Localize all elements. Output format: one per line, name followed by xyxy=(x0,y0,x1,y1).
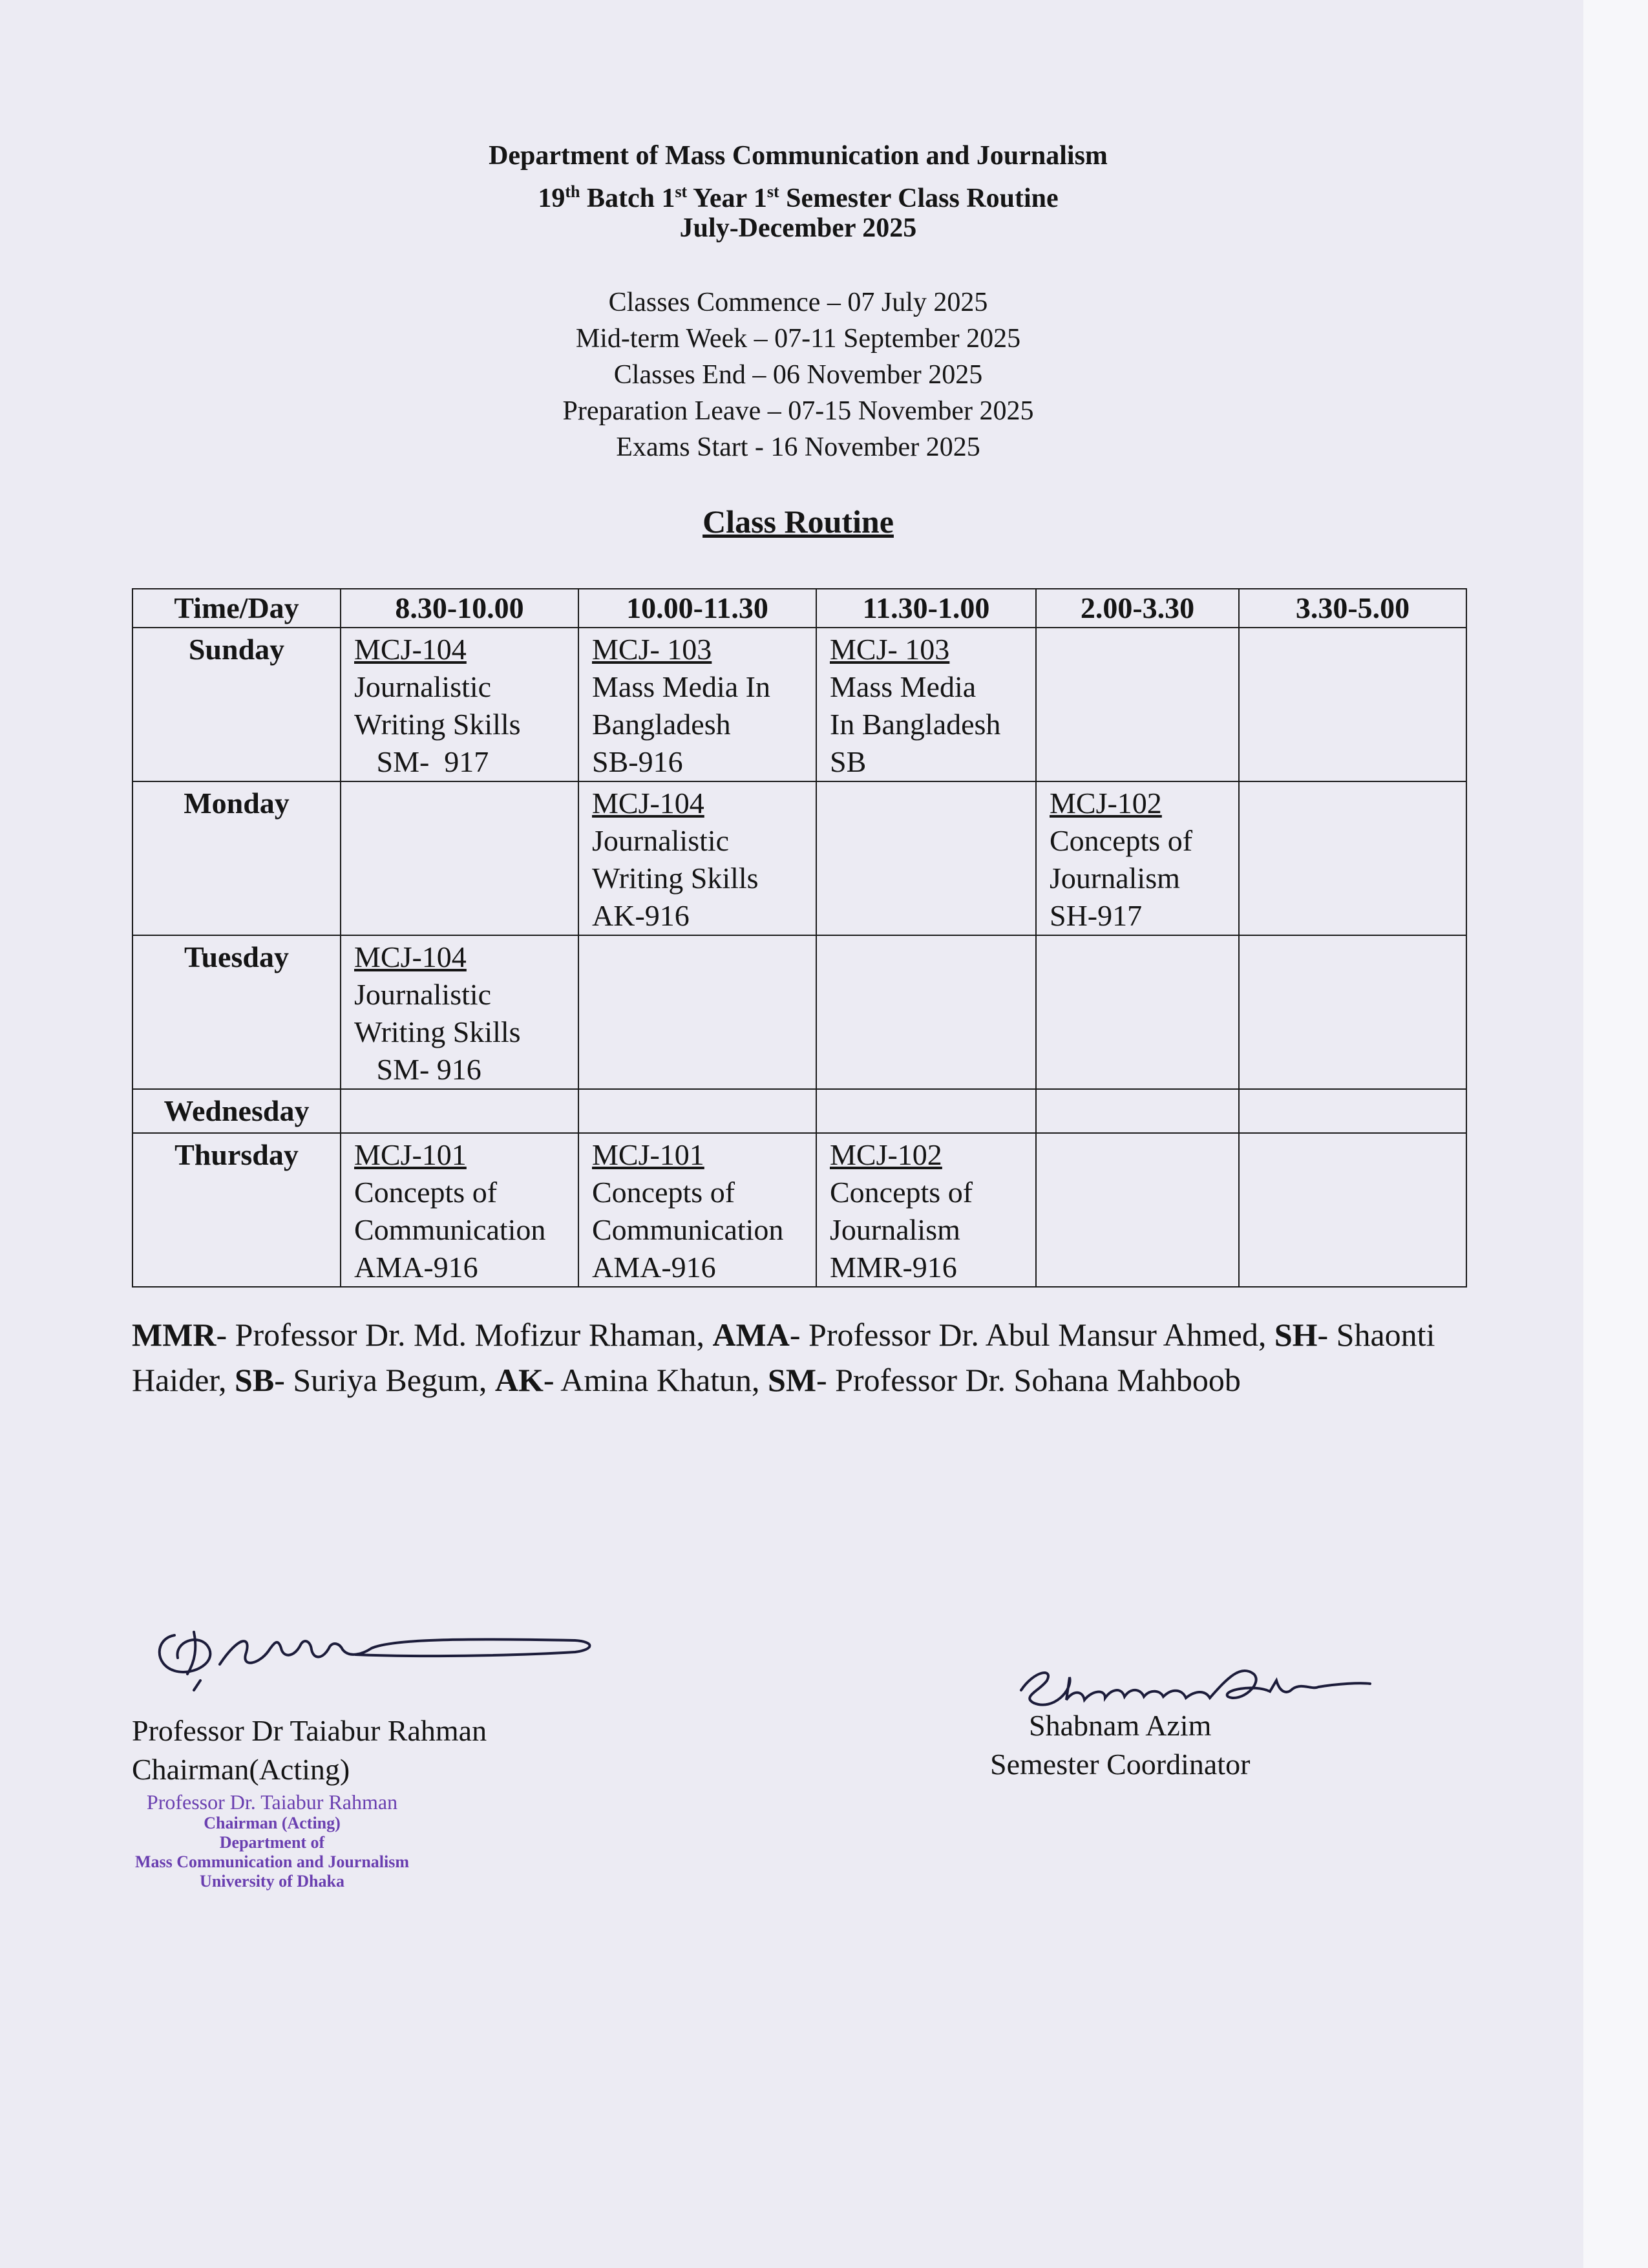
coordinator-signatory xyxy=(990,1706,1250,1784)
legend-abbr: SM xyxy=(768,1362,817,1398)
table-row xyxy=(132,935,1466,1089)
table-row xyxy=(132,1133,1466,1287)
legend-name: - Shaonti Haider, xyxy=(132,1317,1435,1398)
course-detail: Writing Skills xyxy=(354,708,521,741)
legend-abbr: SB xyxy=(235,1362,275,1398)
course-detail: SH-917 xyxy=(1050,899,1143,932)
legend-name: - Suriya Begum, xyxy=(274,1362,495,1398)
course-code: MCJ-104 xyxy=(354,633,467,666)
day-cell: Thursday xyxy=(132,1133,341,1287)
class-cell xyxy=(341,1089,578,1133)
term-title: July-December 2025 xyxy=(679,213,917,243)
class-cell xyxy=(578,628,816,781)
class-cell xyxy=(1239,628,1466,781)
course-code: MCJ-104 xyxy=(354,940,467,973)
class-cell xyxy=(1036,1089,1239,1133)
academic-dates xyxy=(0,284,1596,465)
day-cell: Sunday xyxy=(132,628,341,781)
class-cell xyxy=(341,628,578,781)
class-cell xyxy=(578,1089,816,1133)
course-detail: SM- 916 xyxy=(354,1053,481,1086)
class-cell xyxy=(341,935,578,1089)
stamp-line: Mass Communication and Journalism xyxy=(135,1852,409,1871)
class-cell xyxy=(578,1133,816,1287)
legend-name: - Professor Dr. Md. Mofizur Rhaman, xyxy=(216,1317,713,1353)
class-cell xyxy=(816,1133,1036,1287)
course-detail: SB-916 xyxy=(592,745,683,778)
batch-title: 19th Batch 1st Year 1st Semester Class Routine xyxy=(538,182,1059,213)
course-detail: In Bangladesh xyxy=(830,708,1001,741)
date-line: Preparation Leave – 07-15 November 2025 xyxy=(562,396,1034,426)
course-detail: Journalism xyxy=(1050,862,1180,895)
course-detail: Journalistic xyxy=(354,670,492,703)
legend-name: - Professor Dr. Abul Mansur Ahmed, xyxy=(789,1317,1274,1353)
day-cell: Tuesday xyxy=(132,935,341,1089)
coordinator-name: Shabnam Azim xyxy=(1029,1709,1212,1742)
course-detail: Concepts of xyxy=(1050,824,1193,857)
faculty-legend xyxy=(132,1312,1476,1403)
class-cell xyxy=(341,1133,578,1287)
class-cell xyxy=(816,628,1036,781)
legend-abbr: AMA xyxy=(712,1317,790,1353)
table-row xyxy=(132,781,1466,935)
course-detail: AK-916 xyxy=(592,899,690,932)
class-cell xyxy=(1239,1133,1466,1287)
class-cell xyxy=(1036,1133,1239,1287)
column-header: 11.30-1.00 xyxy=(816,589,1036,628)
date-line: Mid-term Week – 07-11 September 2025 xyxy=(575,324,1021,354)
course-detail: SB xyxy=(830,745,867,778)
table-header-row xyxy=(132,589,1466,628)
routine-title: Class Routine xyxy=(703,503,894,540)
course-code: MCJ- 103 xyxy=(592,633,712,666)
course-code: MCJ-102 xyxy=(1050,787,1162,820)
class-cell xyxy=(578,781,816,935)
date-line: Classes End – 06 November 2025 xyxy=(613,360,983,390)
course-code: MCJ-104 xyxy=(592,787,704,820)
day-cell: Monday xyxy=(132,781,341,935)
course-detail: Journalistic xyxy=(592,824,730,857)
legend-name: - Amina Khatun, xyxy=(543,1362,768,1398)
course-detail: Journalism xyxy=(830,1213,960,1246)
stamp-line: Chairman (Acting) xyxy=(204,1814,341,1832)
stamp-line: University of Dhaka xyxy=(200,1872,344,1891)
routine-table xyxy=(132,588,1467,1288)
department-title: Department of Mass Communication and Journalism xyxy=(489,141,1108,171)
course-detail: Concepts of xyxy=(830,1176,973,1209)
legend-abbr: MMR xyxy=(132,1317,217,1353)
course-detail: Mass Media In xyxy=(592,670,770,703)
class-cell xyxy=(1239,781,1466,935)
column-header: Time/Day xyxy=(132,589,341,628)
column-header: 3.30-5.00 xyxy=(1239,589,1466,628)
chairman-stamp xyxy=(127,1790,417,1891)
stamp-line: Professor Dr. Taiabur Rahman xyxy=(146,1790,398,1814)
class-cell xyxy=(816,1089,1036,1133)
class-cell xyxy=(1036,628,1239,781)
class-cell xyxy=(578,935,816,1089)
class-cell xyxy=(1239,935,1466,1089)
table-row xyxy=(132,1089,1466,1133)
course-detail: Concepts of xyxy=(354,1176,498,1209)
day-cell: Wednesday xyxy=(132,1089,341,1133)
course-code: MCJ- 103 xyxy=(830,633,950,666)
course-code: MCJ-101 xyxy=(354,1138,467,1171)
class-cell xyxy=(1036,935,1239,1089)
class-cell xyxy=(816,781,1036,935)
date-line: Exams Start - 16 November 2025 xyxy=(616,432,980,462)
chairman-name: Professor Dr Taiabur Rahman xyxy=(132,1714,487,1747)
column-header: 10.00-11.30 xyxy=(578,589,816,628)
class-cell xyxy=(816,935,1036,1089)
course-detail: MMR-916 xyxy=(830,1251,957,1284)
table-row xyxy=(132,628,1466,781)
course-detail: AMA-916 xyxy=(354,1251,478,1284)
course-detail: Concepts of xyxy=(592,1176,735,1209)
coordinator-title: Semester Coordinator xyxy=(990,1748,1251,1781)
chairman-title: Chairman(Acting) xyxy=(132,1753,350,1786)
course-detail: Journalistic xyxy=(354,978,492,1011)
course-detail: Writing Skills xyxy=(354,1015,521,1048)
class-cell xyxy=(341,781,578,935)
course-detail: AMA-916 xyxy=(592,1251,716,1284)
course-detail: Mass Media xyxy=(830,670,977,703)
column-header: 8.30-10.00 xyxy=(341,589,578,628)
course-detail: SM- 917 xyxy=(354,745,489,778)
chairman-signature xyxy=(149,1609,601,1693)
chairman-signatory xyxy=(132,1712,487,1789)
course-detail: Communication xyxy=(354,1213,546,1246)
date-line: Classes Commence – 07 July 2025 xyxy=(608,288,988,317)
class-cell xyxy=(1036,781,1239,935)
course-detail: Communication xyxy=(592,1213,784,1246)
course-code: MCJ-101 xyxy=(592,1138,704,1171)
course-detail: Writing Skills xyxy=(592,862,759,895)
stamp-line: Department of xyxy=(219,1833,325,1852)
legend-name: - Professor Dr. Sohana Mahboob xyxy=(816,1362,1241,1398)
legend-abbr: AK xyxy=(494,1362,544,1398)
class-cell xyxy=(1239,1089,1466,1133)
column-header: 2.00-3.30 xyxy=(1036,589,1239,628)
course-detail: Bangladesh xyxy=(592,708,731,741)
course-code: MCJ-102 xyxy=(830,1138,942,1171)
legend-abbr: SH xyxy=(1274,1317,1318,1353)
